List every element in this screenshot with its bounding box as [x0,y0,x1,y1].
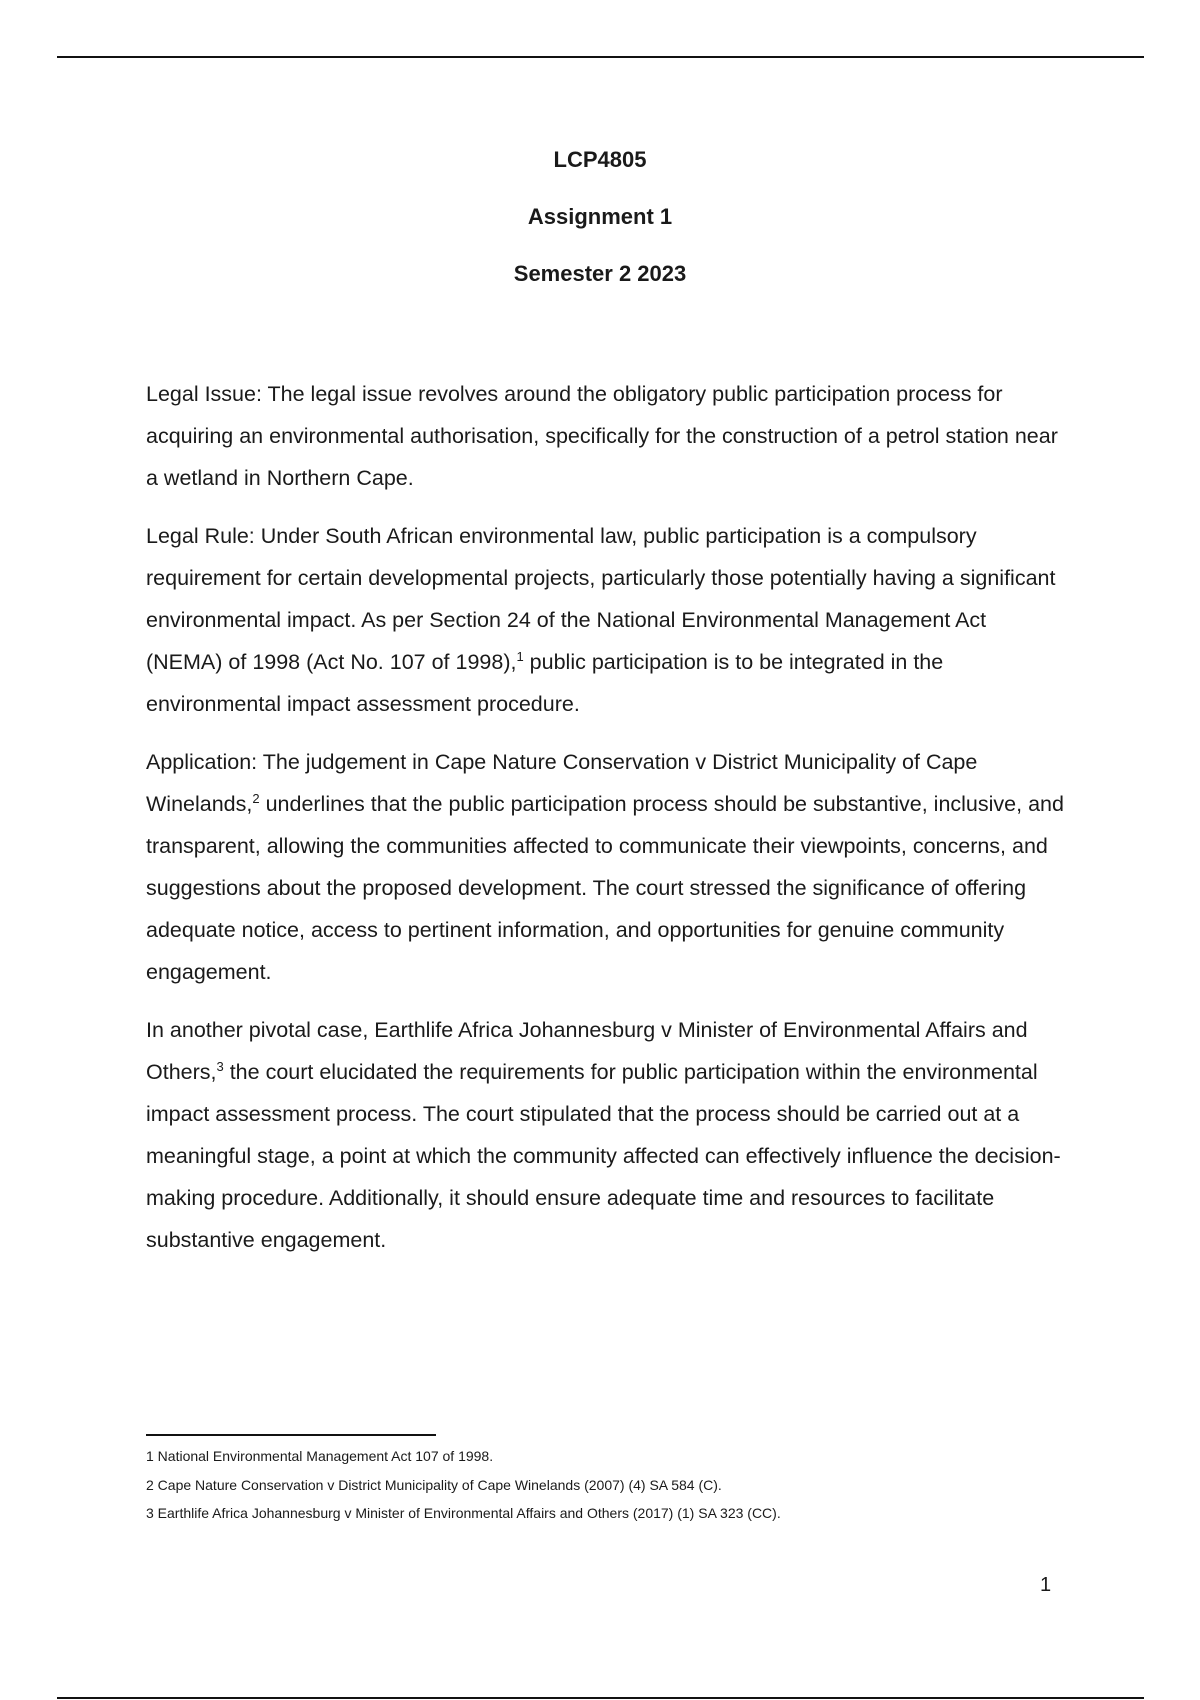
paragraph-text: public participation is to be integrated in the environmental impact assessment procedure. [146,650,944,716]
paragraph-text: In another pivotal case, Earthlife Africa Johannesburg v Minister of Environmental Affairs and Others, [146,1018,1028,1084]
course-code: LCP4805 [553,147,647,172]
footnote-ref[interactable]: 1 [516,648,524,664]
footnote-ref[interactable]: 2 [252,790,260,806]
bottom-rule [57,1697,1144,1699]
paragraph-application [146,741,1066,993]
footnote: 3 Earthlife Africa Johannesburg v Minister of Environmental Affairs and Others (2017) (1) SA 323 (CC). [146,1505,781,1521]
footnote-separator [146,1434,436,1436]
paragraph-legal-rule [146,515,1066,725]
paragraph-text: Legal Rule: Under South African environmental law, public participation is a compulsory requirement for certain developmental projects, particularly those potentially having a significant environmental impact. As per Section 24 of the National Environmental Management Act (NEMA) of 1998 (Act No. 107 of 1998), [146,524,1056,674]
title-block [0,145,1200,316]
footnote: 2 Cape Nature Conservation v District Municipality of Cape Winelands (2007) (4) SA 584 (C). [146,1476,722,1493]
page-number: 1 [1040,1574,1052,1596]
paragraph-legal-issue: Legal Issue: The legal issue revolves around the obligatory public participation process for acquiring an environmental authorisation, specifically for the construction of a petrol station near a wetland in Northern Cape. [146,382,1058,490]
document-body [146,373,1066,1277]
footnotes [146,1442,1096,1528]
paragraph-text: Application: The judgement in Cape Nature Conservation v District Municipality of Cape Winelands, [146,750,978,816]
assignment-title: Assignment 1 [527,204,673,229]
footnote-ref[interactable]: 3 [216,1058,224,1074]
paragraph-earthlife [146,1009,1066,1261]
paragraph-text: underlines that the public participation process should be substantive, inclusive, and transparent, allowing the communities affected to communicate their viewpoints, concerns, and suggestions about the proposed development. The court stressed the significance of offering adequate notice, access to pertinent information, and opportunities for genuine community engagement. [146,792,1064,984]
semester-label: Semester 2 2023 [513,261,687,286]
footnote: 1 National Environmental Management Act 107 of 1998. [146,1448,494,1464]
top-rule [57,56,1144,58]
paragraph-text: the court elucidated the requirements for public participation within the environmental impact assessment process. The court stipulated that the process should be carried out at a meaningful stage, a point at which the community affected can effectively influence the decision-making procedure. Additionally, it should ensure adequate time and resources to facilitate substantive engagement. [146,1060,1061,1252]
